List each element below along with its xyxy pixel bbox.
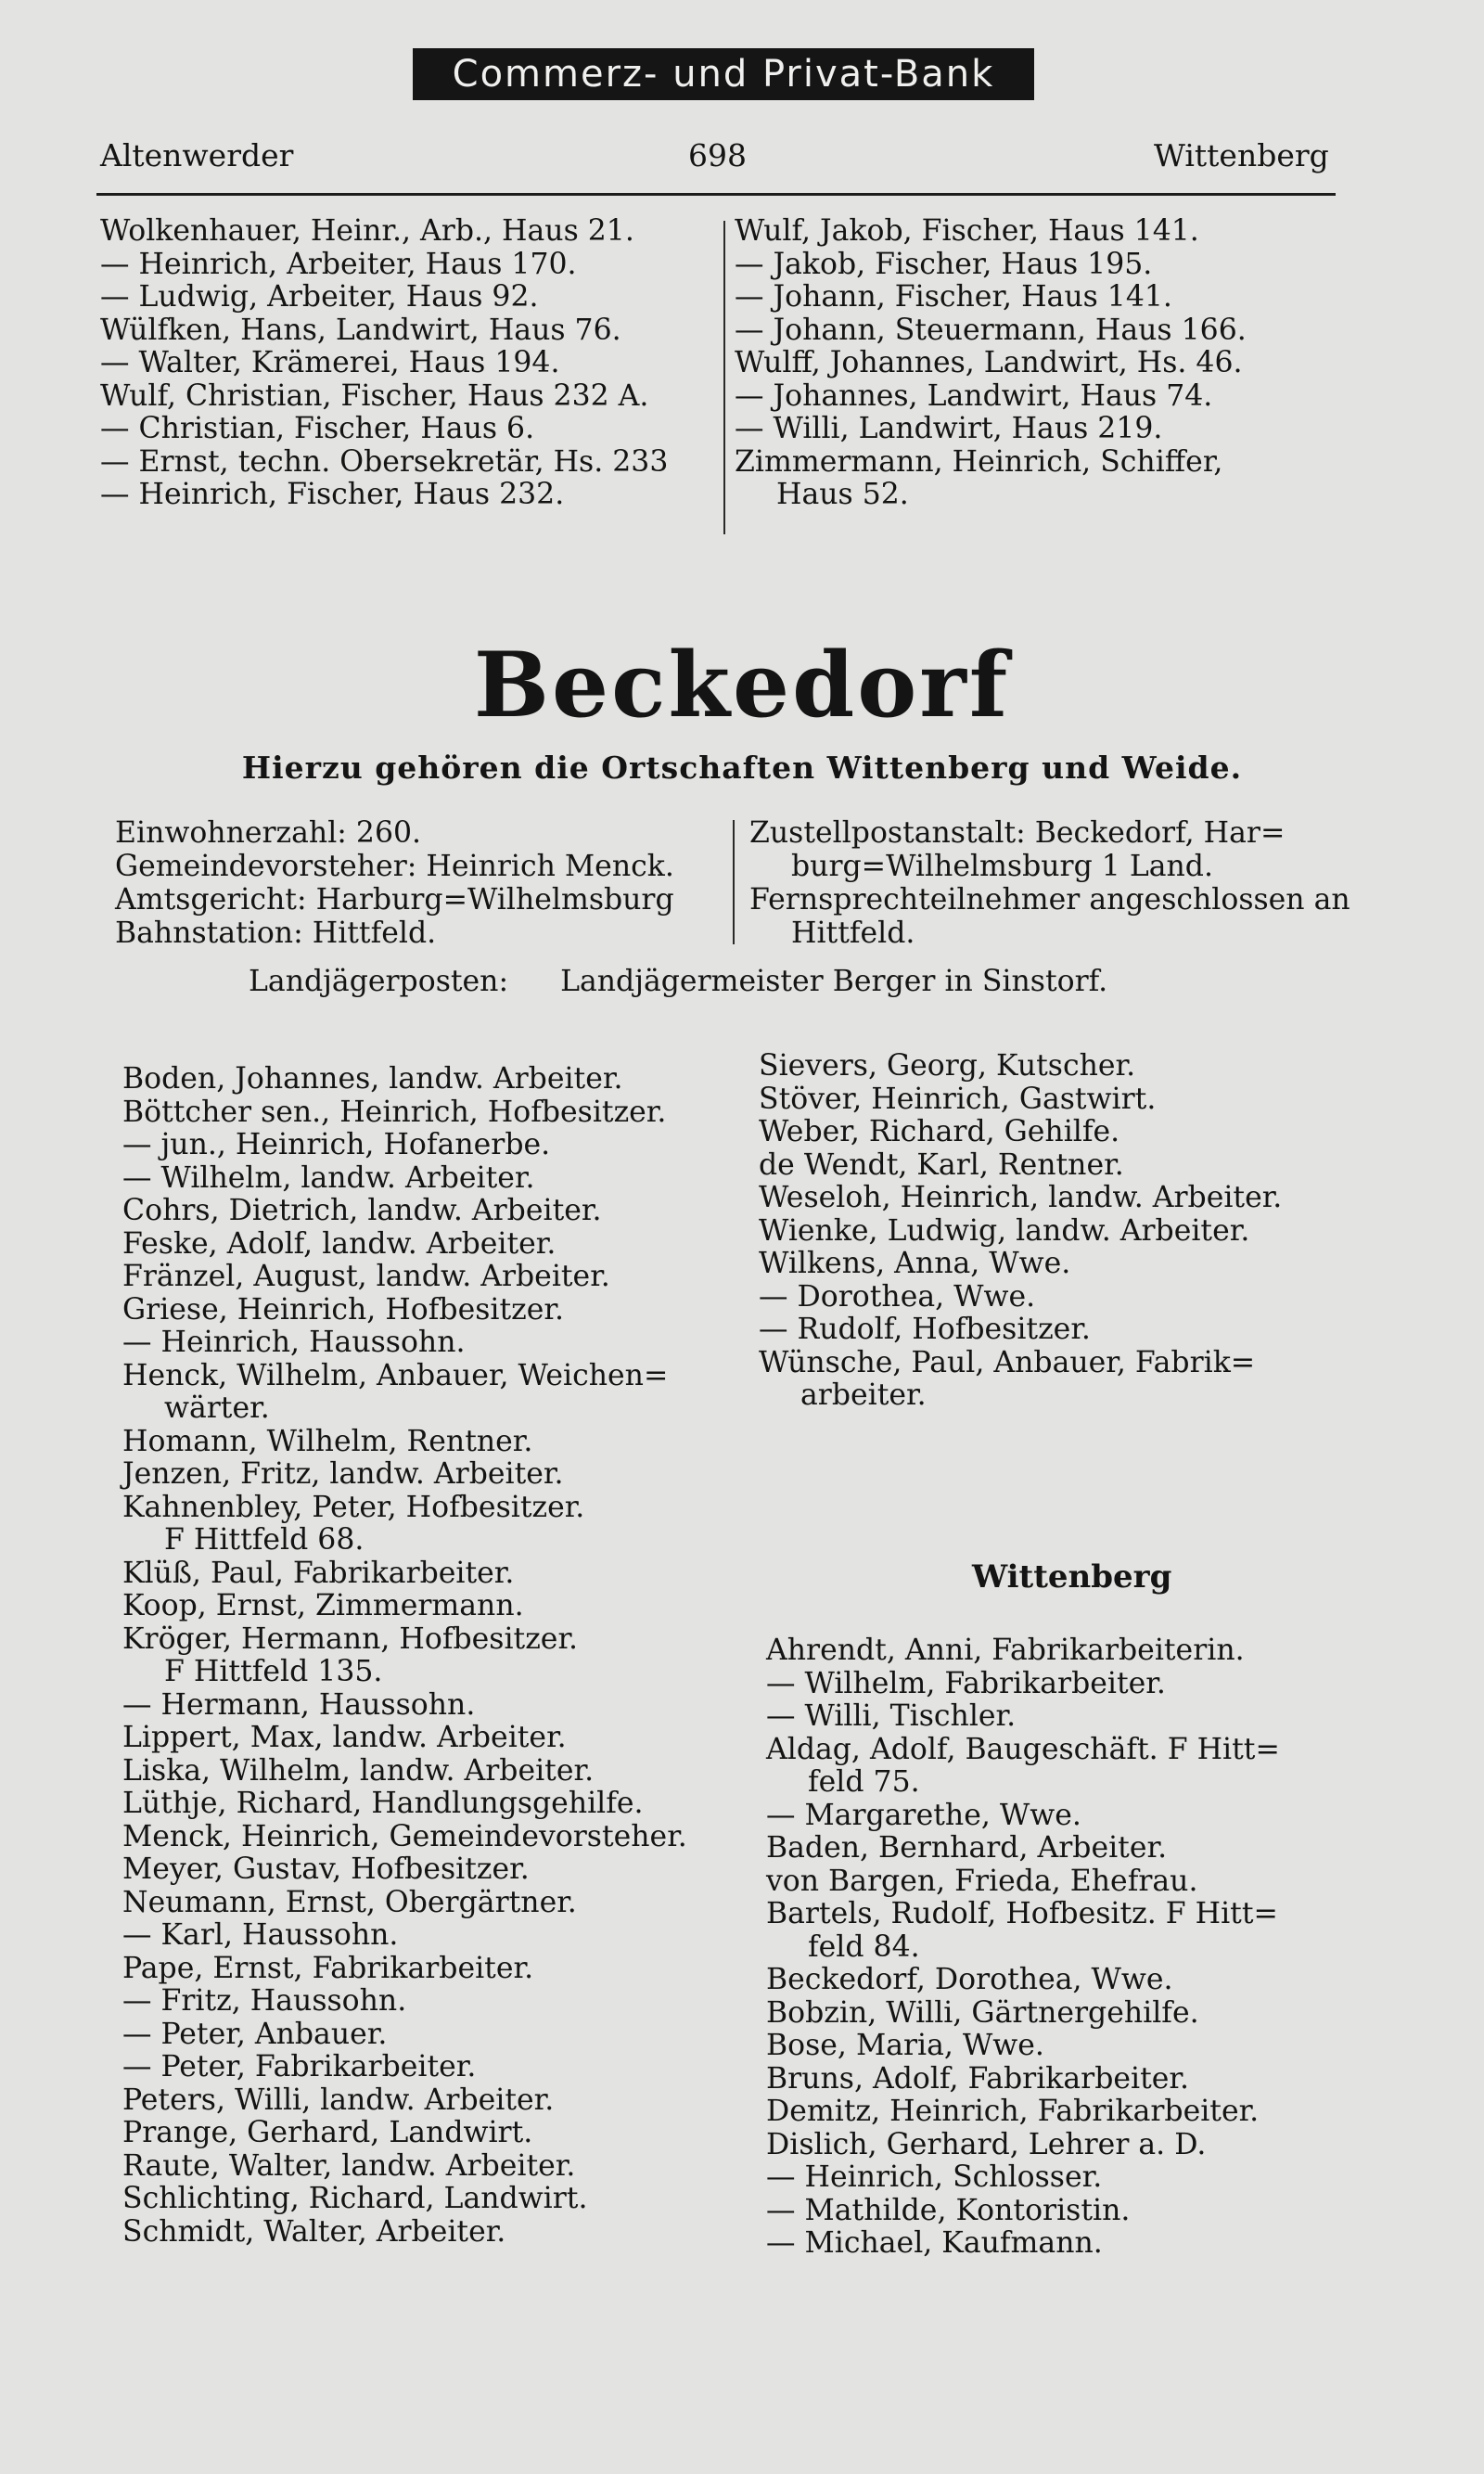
list-item: Bose, Maria, Wwe.	[766, 2029, 1044, 2062]
list-item: Wilkens, Anna, Wwe.	[759, 1247, 1071, 1280]
list-item: Sievers, Georg, Kutscher.	[759, 1049, 1136, 1083]
list-item: Griese, Heinrich, Hofbesitzer.	[122, 1292, 564, 1327]
list-item: F Hittfeld 135.	[164, 1655, 383, 1688]
list-item: — Heinrich, Arbeiter, Haus 170.	[100, 247, 577, 281]
list-item: Wünsche, Paul, Anbauer, Fabrik=	[759, 1345, 1256, 1379]
list-item: Cohrs, Dietrich, landw. Arbeiter.	[122, 1194, 602, 1227]
list-item: — Willi, Tischler.	[766, 1699, 1017, 1733]
list-item: Henck, Wilhelm, Anbauer, Weichen=	[122, 1358, 669, 1392]
police-post-value: Landjägermeister Berger in Sinstorf.	[560, 965, 1108, 998]
list-item: — Ernst, techn. Obersekretär, Hs. 233	[100, 444, 669, 479]
list-item: Schmidt, Walter, Arbeiter.	[122, 2214, 506, 2249]
header-rule	[96, 193, 1336, 196]
list-item: Menck, Heinrich, Gemeindevorsteher.	[122, 1819, 687, 1853]
running-head-right: Wittenberg	[1154, 137, 1329, 173]
list-item: Liska, Wilhelm, landw. Arbeiter.	[122, 1753, 595, 1788]
list-item: wärter.	[164, 1391, 270, 1425]
list-item: — Johann, Steuermann, Haus 166.	[735, 313, 1247, 347]
list-item: Wolkenhauer, Heinr., Arb., Haus 21.	[100, 214, 634, 248]
info-line: Fernsprechteilnehmer angeschlossen an	[749, 883, 1350, 917]
list-item: Wulf, Christian, Fischer, Haus 232 A.	[100, 378, 649, 413]
list-item: feld 75.	[808, 1765, 920, 1799]
list-item: — Walter, Krämerei, Haus 194.	[100, 346, 560, 379]
place-info-left	[115, 816, 674, 950]
list-item: — Wilhelm, landw. Arbeiter.	[122, 1160, 535, 1195]
list-item: Pape, Ernst, Fabrikarbeiter.	[122, 1951, 534, 1985]
list-item: — Karl, Haussohn.	[122, 1918, 399, 1952]
list-item: Lüthje, Richard, Handlungsgehilfe.	[122, 1787, 644, 1820]
place-title: Beckedorf	[473, 633, 1011, 737]
list-item: Wulf, Jakob, Fischer, Haus 141.	[735, 214, 1199, 248]
list-item: — Mathilde, Kontoristin.	[766, 2193, 1131, 2227]
list-item: — Johann, Fischer, Haus 141.	[735, 280, 1172, 314]
list-item: — Jakob, Fischer, Haus 195.	[735, 247, 1153, 281]
list-item: Meyer, Gustav, Hofbesitzer.	[122, 1852, 530, 1886]
list-item: — Peter, Anbauer.	[122, 2017, 388, 2051]
list-item: — Hermann, Haussohn.	[122, 1687, 476, 1722]
list-item: — Heinrich, Haussohn.	[122, 1326, 466, 1359]
list-item: — Heinrich, Fischer, Haus 232.	[100, 478, 565, 511]
list-item: — Willi, Landwirt, Haus 219.	[735, 412, 1163, 445]
list-item: Stöver, Heinrich, Gastwirt.	[759, 1082, 1157, 1116]
list-item: Feske, Adolf, landw. Arbeiter.	[122, 1226, 556, 1261]
list-item: Bobzin, Willi, Gärtnergehilfe.	[766, 1995, 1199, 2030]
list-item: Wulff, Johannes, Landwirt, Hs. 46.	[735, 346, 1243, 379]
list-item: — jun., Heinrich, Hofanerbe.	[122, 1128, 551, 1161]
police-post-label: Landjägerposten:	[249, 965, 509, 998]
list-item: Kröger, Hermann, Hofbesitzer.	[122, 1622, 579, 1656]
list-item: — Christian, Fischer, Haus 6.	[100, 412, 535, 445]
list-item: F Hittfeld 68.	[164, 1523, 365, 1557]
list-item: — Rudolf, Hofbesitzer.	[759, 1313, 1091, 1346]
list-item: — Fritz, Haussohn.	[122, 1984, 407, 2018]
list-item: Fränzel, August, landw. Arbeiter.	[122, 1260, 610, 1293]
list-item: von Bargen, Frieda, Ehefrau.	[766, 1864, 1198, 1898]
list-item: Beckedorf, Dorothea, Wwe.	[766, 1963, 1173, 1996]
info-line: Zustellpostanstalt: Beckedorf, Har=	[749, 816, 1286, 850]
wittenberg-column	[766, 1634, 1280, 2261]
list-item: Koop, Ernst, Zimmermann.	[122, 1589, 524, 1622]
list-item: Zimmermann, Heinrich, Schiffer,	[735, 444, 1223, 479]
place-info-right	[749, 816, 1350, 950]
section-heading-wittenberg: Wittenberg	[972, 1558, 1172, 1596]
list-item: Dislich, Gerhard, Lehrer a. D.	[766, 2127, 1207, 2161]
list-item: Demitz, Heinrich, Fabrikarbeiter.	[766, 2095, 1260, 2128]
list-item: Wülfken, Hans, Landwirt, Haus 76.	[100, 313, 621, 347]
list-item: Böttcher sen., Heinrich, Hofbesitzer.	[122, 1095, 667, 1129]
list-item: feld 84.	[808, 1929, 920, 1964]
list-item: Boden, Johannes, landw. Arbeiter.	[122, 1062, 623, 1096]
running-head-left: Altenwerder	[100, 137, 294, 173]
list-item: Jenzen, Fritz, landw. Arbeiter.	[122, 1457, 564, 1491]
place-subtitle: Hierzu gehören die Ortschaften Wittenberg und Weide.	[241, 750, 1243, 786]
list-item: Weseloh, Heinrich, landw. Arbeiter.	[759, 1181, 1283, 1214]
list-item: Baden, Bernhard, Arbeiter.	[766, 1831, 1168, 1865]
page-number: 698	[688, 137, 747, 173]
list-item: Bruns, Adolf, Fabrikarbeiter.	[766, 2061, 1189, 2096]
list-item: — Johannes, Landwirt, Haus 74.	[735, 378, 1213, 413]
info-line: Einwohnerzahl: 260.	[115, 816, 422, 850]
list-item: Kahnenbley, Peter, Hofbesitzer.	[122, 1490, 585, 1524]
list-item: Weber, Richard, Gehilfe.	[759, 1115, 1120, 1148]
list-item: arbeiter.	[800, 1378, 927, 1412]
list-item: Aldag, Adolf, Baugeschäft. F Hitt=	[766, 1732, 1280, 1766]
list-item: de Wendt, Karl, Rentner.	[759, 1147, 1124, 1182]
residents-left-column	[122, 1063, 687, 2249]
list-item: Schlichting, Richard, Landwirt.	[122, 2182, 588, 2215]
list-item: Prange, Gerhard, Landwirt.	[122, 2116, 533, 2149]
list-item: — Wilhelm, Fabrikarbeiter.	[766, 1666, 1166, 1700]
list-item: — Heinrich, Schlosser.	[766, 2160, 1103, 2194]
list-item: Klüß, Paul, Fabrikarbeiter.	[122, 1556, 515, 1590]
police-post	[249, 965, 1107, 998]
list-item: Bartels, Rudolf, Hofbesitz. F Hitt=	[766, 1897, 1278, 1930]
list-item: Raute, Walter, landw. Arbeiter.	[122, 2148, 576, 2183]
list-item: — Margarethe, Wwe.	[766, 1798, 1081, 1832]
bank-banner: Commerz- und Privat-Bank	[413, 48, 1034, 100]
list-item: Homann, Wilhelm, Rentner.	[122, 1424, 533, 1458]
info-line: Gemeindevorsteher: Heinrich Menck.	[115, 850, 674, 883]
list-item: Peters, Willi, landw. Arbeiter.	[122, 2083, 555, 2117]
list-item: — Michael, Kaufmann.	[766, 2226, 1103, 2260]
top-right-column	[735, 215, 1247, 512]
residents-right-column	[759, 1050, 1282, 1413]
list-item: — Peter, Fabrikarbeiter.	[122, 2050, 477, 2083]
info-line: Bahnstation: Hittfeld.	[115, 917, 437, 950]
list-item: Haus 52.	[776, 478, 909, 511]
info-divider	[733, 820, 735, 944]
list-item: Wienke, Ludwig, landw. Arbeiter.	[759, 1213, 1250, 1248]
list-item: — Ludwig, Arbeiter, Haus 92.	[100, 280, 539, 314]
info-line: Hittfeld.	[791, 917, 915, 950]
info-line: Amtsgericht: Harburg=Wilhelmsburg	[115, 883, 674, 917]
info-line: burg=Wilhelmsburg 1 Land.	[791, 850, 1213, 883]
list-item: — Dorothea, Wwe.	[759, 1279, 1036, 1314]
top-left-column	[100, 215, 668, 512]
list-item: Neumann, Ernst, Obergärtner.	[122, 1885, 577, 1919]
list-item: Ahrendt, Anni, Fabrikarbeiterin.	[766, 1634, 1245, 1667]
column-divider	[723, 221, 725, 534]
list-item: Lippert, Max, landw. Arbeiter.	[122, 1721, 567, 1754]
